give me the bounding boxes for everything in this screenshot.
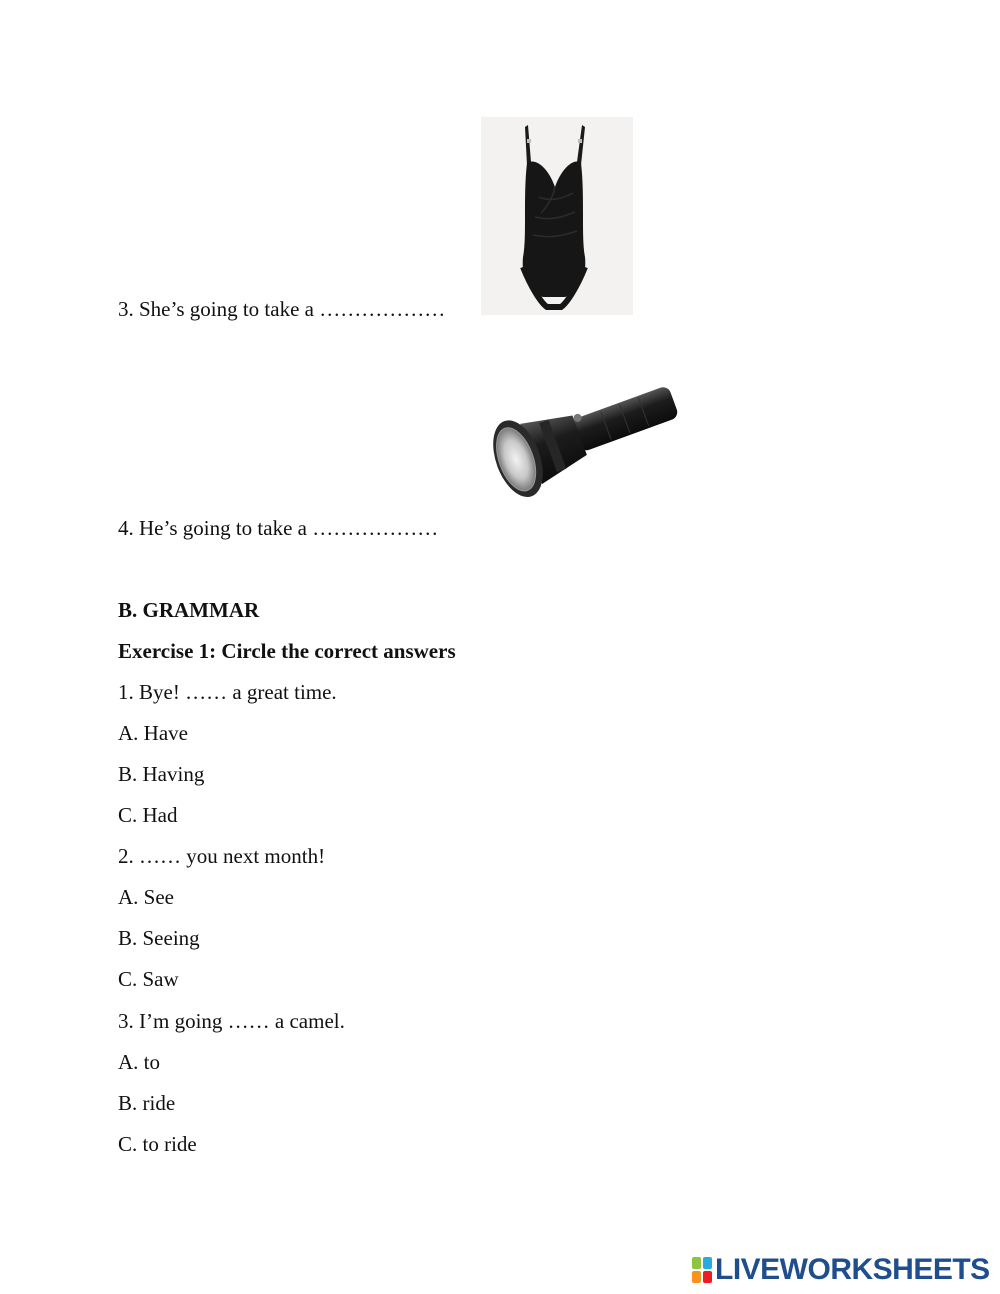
question-prompt: 1. Bye! …… a great time. [118,680,337,704]
answer-option[interactable]: A. to [118,1050,160,1074]
answer-option[interactable]: C. Had [118,803,178,827]
vocab-question-4: 4. He’s going to take a ……………… [118,516,439,540]
swimsuit-image [481,117,633,315]
exercise-title: Exercise 1: Circle the correct answers [118,639,456,663]
question-prompt: 3. I’m going …… a camel. [118,1009,345,1033]
swimsuit-illustration [481,117,633,315]
flashlight-illustration [488,372,684,498]
section-title: B. GRAMMAR [118,598,260,622]
liveworksheets-logo[interactable] [692,1255,990,1285]
vocab-question-3: 3. She’s going to take a ……………… [118,297,446,321]
flashlight-image [488,372,684,498]
logo-text: LIVEWORKSHEETS [715,1253,990,1286]
answer-option[interactable]: B. Seeing [118,926,200,950]
answer-option[interactable]: B. Having [118,762,205,786]
logo-mark-icon [692,1257,712,1283]
answer-option[interactable]: B. ride [118,1091,176,1115]
answer-option[interactable]: C. to ride [118,1132,197,1156]
answer-option[interactable]: C. Saw [118,967,179,991]
question-prompt: 2. …… you next month! [118,844,326,868]
answer-option[interactable]: A. See [118,885,174,909]
answer-option[interactable]: A. Have [118,721,188,745]
